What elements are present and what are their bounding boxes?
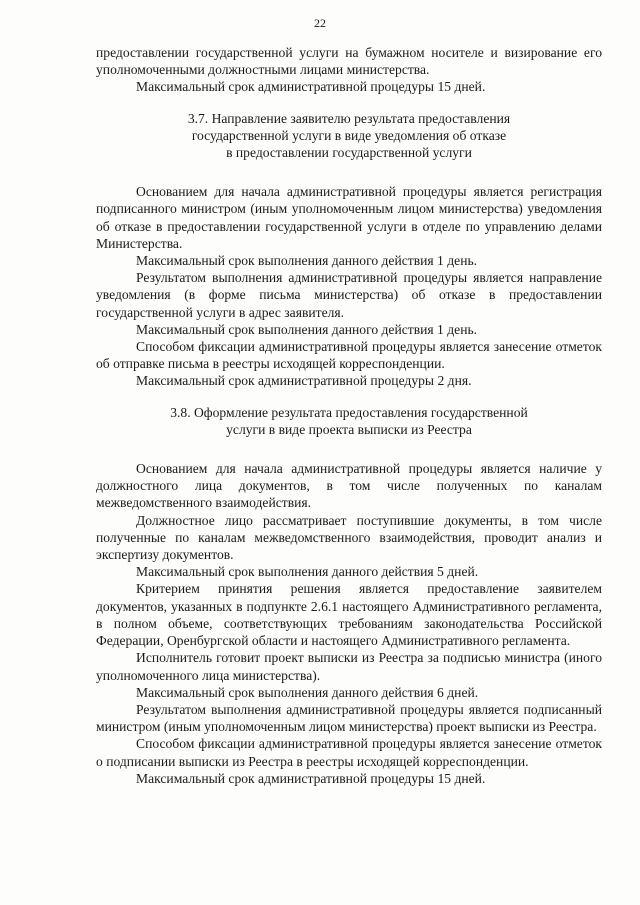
section-3-7-paragraph-2: Максимальный срок выполнения данного действия 1 день. <box>136 253 478 269</box>
section-3-8-heading <box>96 404 602 438</box>
section-3-7-heading-line-2: государственной услуги в виде уведомления об отказе <box>191 127 507 143</box>
intro-paragraph-1: предоставлении государственной услуги на бумажном носителе и визирование его уполномоченными должностными лицами министерства. <box>96 45 602 78</box>
section-3-8-paragraph-3: Максимальный срок выполнения данного действия 5 дней. <box>136 564 479 580</box>
section-3-8-paragraph-6: Максимальный срок выполнения данного действия 6 дней. <box>136 684 479 700</box>
section-3-8-heading-line-2: услуги в виде проекта выписки из Реестра <box>226 421 472 437</box>
page-number: 22 <box>314 16 326 30</box>
document-body <box>96 44 602 787</box>
intro-paragraph-2: Максимальный срок административной процедуры 15 дней. <box>136 79 486 95</box>
section-3-8-paragraph-7: Результатом выполнения административной процедуры является подписанный министром (иным уполномоченным лицом министерства) проект выписки из Реестра. <box>96 701 602 735</box>
section-3-8-paragraph-4: Критерием принятия решения является предоставление заявителем документов, указанных в подпункте 2.6.1 настоящего Административного регламента, в полном объеме, соответствующих требованиям законодательства Российской Федерации, Оренбургской области и настоящего Административного регламента. <box>96 581 602 649</box>
section-3-7-paragraph-1: Основанием для начала административной процедуры является регистрация подписанного министром (иным уполномоченным лицом министерства) уведомления об отказе в предоставлении государственной услуги в отделе по управлению делами Министерства. <box>96 184 602 251</box>
section-3-8-paragraph-5: Исполнитель готовит проект выписки из Реестра за подписью министра (иного уполномоченного лица министерства). <box>96 650 602 683</box>
section-3-7-paragraph-5: Способом фиксации административной процедуры является занесение отметок об отправке письма в реестры исходящей корреспонденции. <box>96 339 602 372</box>
section-3-7-paragraph-3: Результатом выполнения административной процедуры является направление уведомления (в форме письма министерства) об отказе в предоставлении государственной услуги в адрес заявителя. <box>96 270 602 320</box>
section-3-7-heading-line-3: в предоставлении государственной услуги <box>226 145 472 161</box>
section-3-8-paragraph-8: Способом фиксации административной процедуры является занесение отметок о подписании выписки из Реестра в реестры исходящей корреспонденции. <box>96 736 602 769</box>
section-3-8-paragraph-1: Основанием для начала административной процедуры является наличие у должностного лица документов, в том числе полученных по каналам межведомственного взаимодействия. <box>96 461 602 511</box>
section-3-7-heading <box>96 110 602 162</box>
section-3-7-paragraph-6: Максимальный срок административной процедуры 2 дня. <box>136 373 472 389</box>
section-3-8-body <box>96 460 602 787</box>
section-3-8-paragraph-9: Максимальный срок административной процедуры 15 дней. <box>136 770 486 786</box>
section-3-8-paragraph-2: Должностное лицо рассматривает поступившие документы, в том числе полученные по каналам межведомственного взаимодействия, проводит анализ и экспертизу документов. <box>96 512 602 563</box>
section-3-7-heading-line-1: 3.7. Направление заявителю результата предоставления <box>187 110 511 126</box>
section-3-7-body <box>96 183 602 389</box>
section-3-8-heading-line-1: 3.8. Оформление результата предоставления государственной <box>170 404 528 420</box>
section-3-7-paragraph-4: Максимальный срок выполнения данного действия 1 день. <box>136 321 478 337</box>
